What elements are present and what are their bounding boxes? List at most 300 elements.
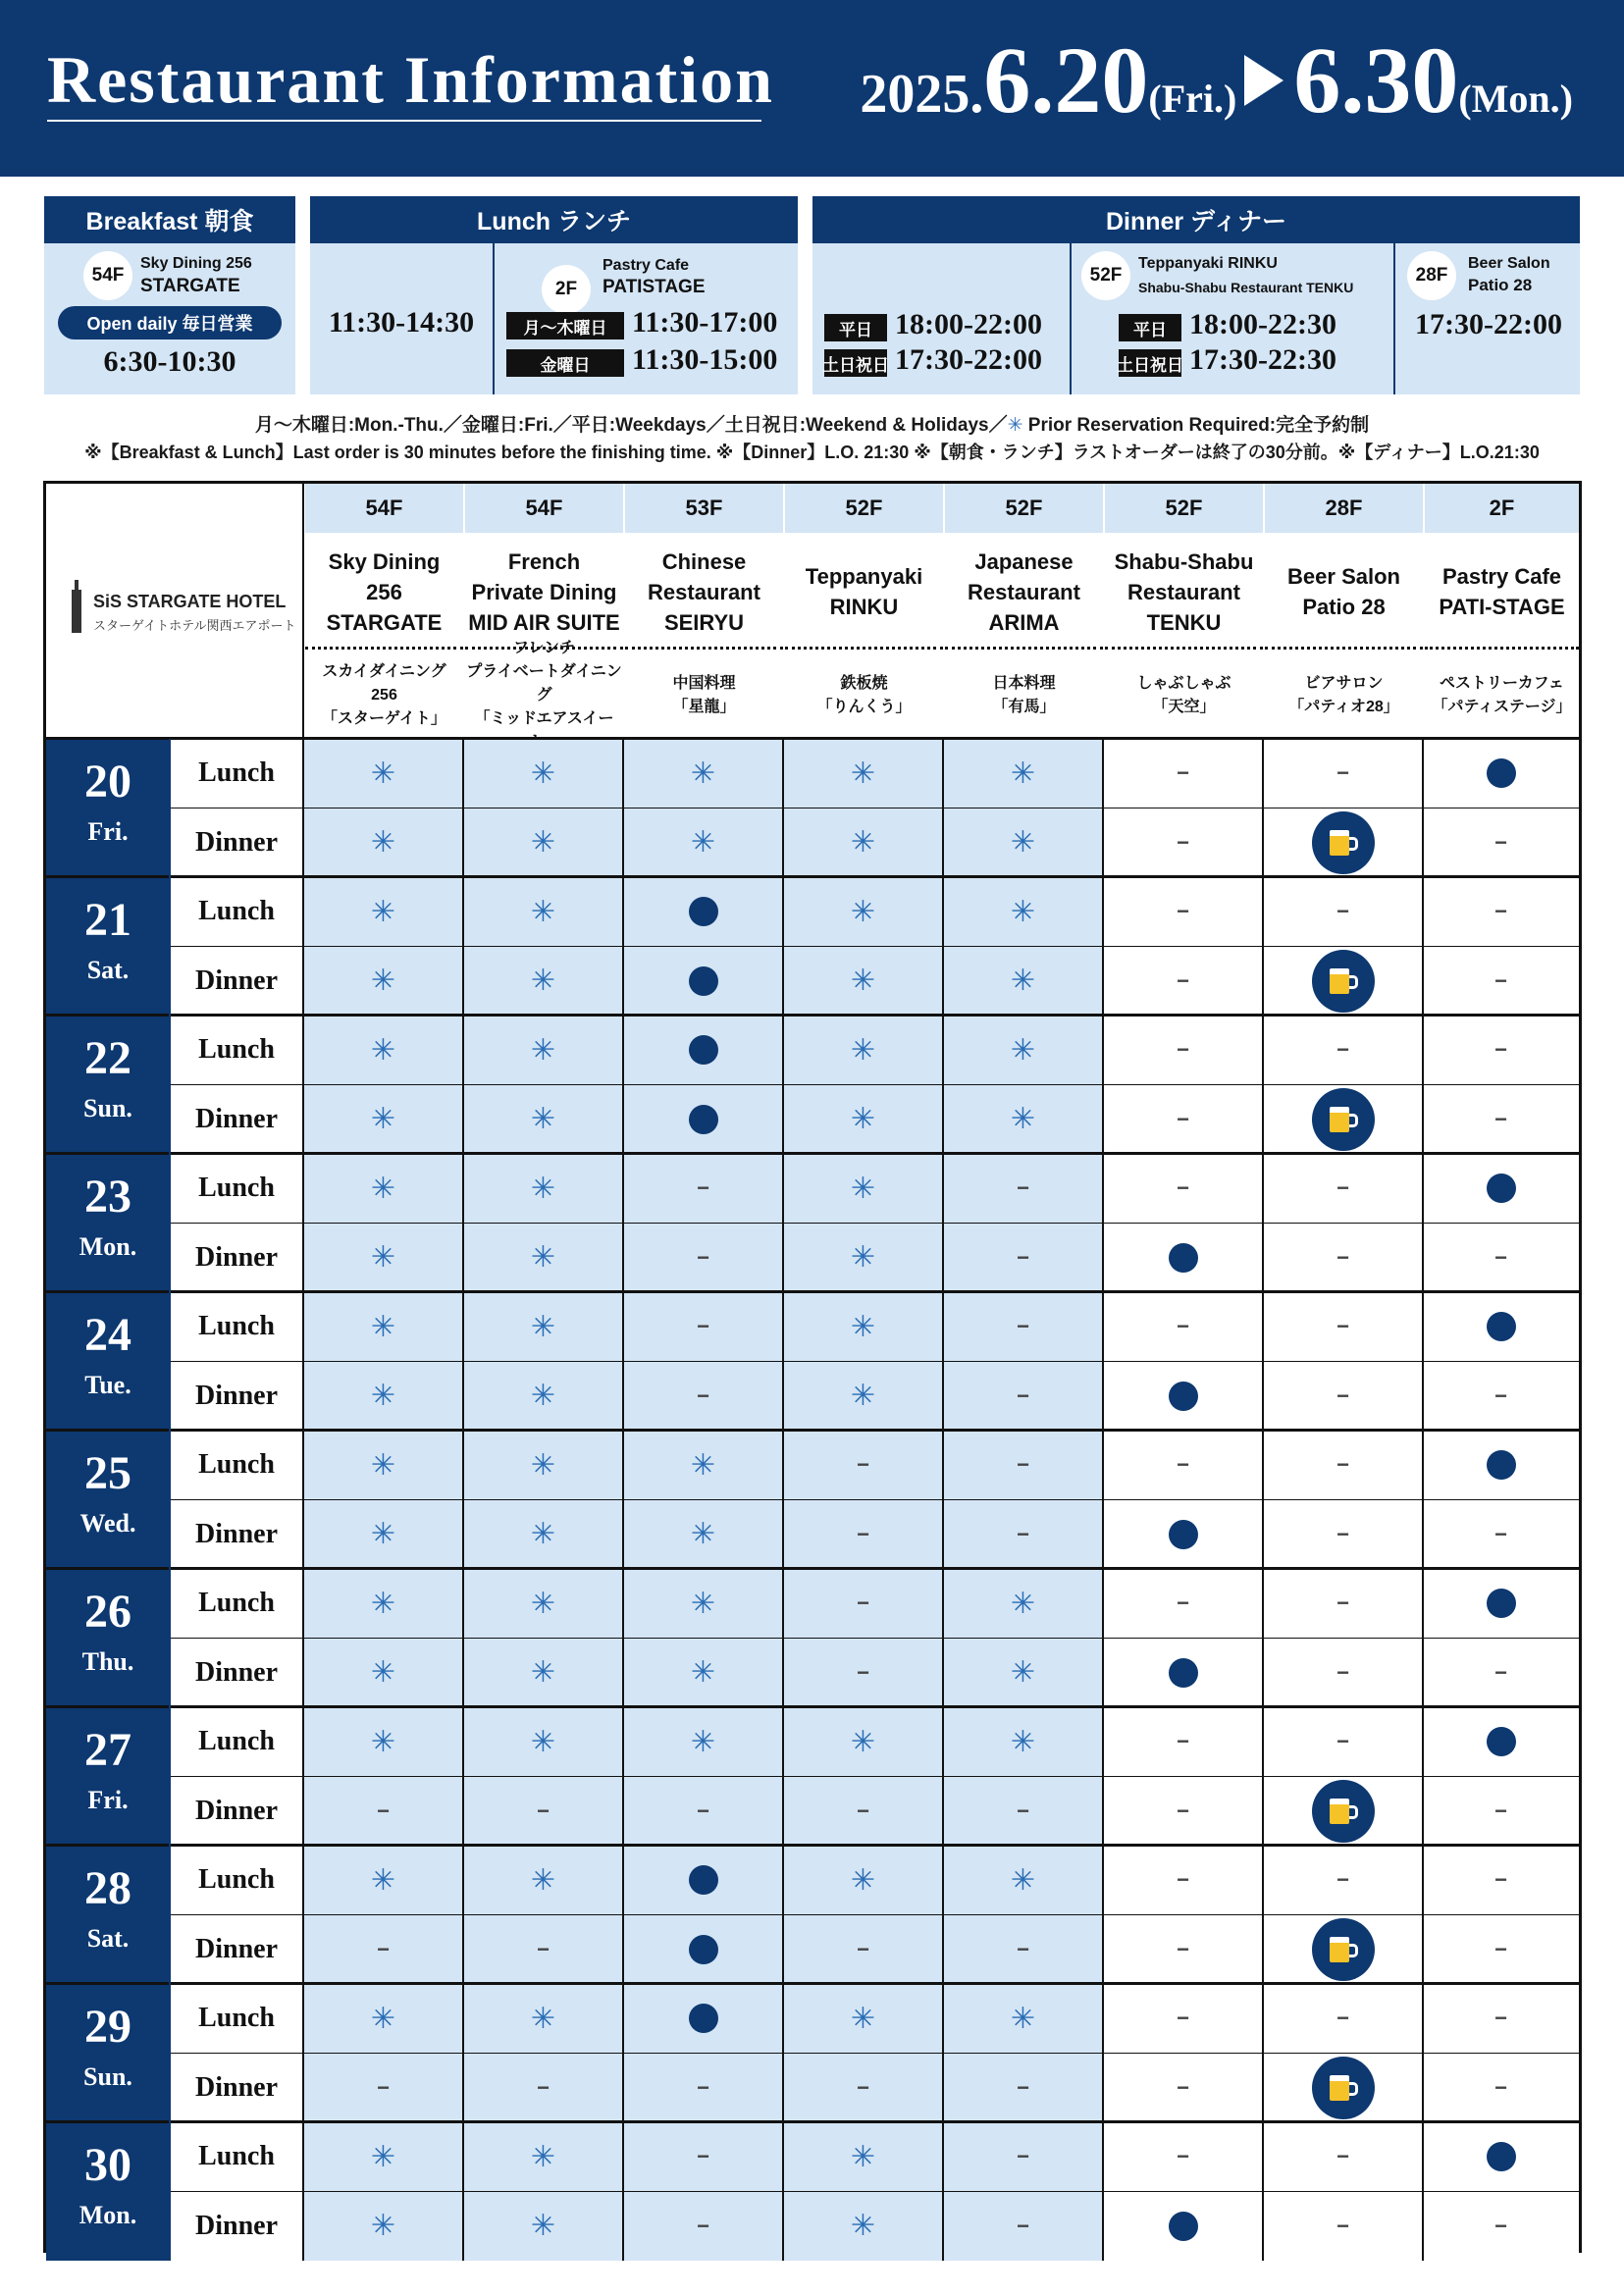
reservation-star-icon: ✳ bbox=[530, 1310, 556, 1343]
reservation-star-icon: ✳ bbox=[370, 2210, 396, 2243]
closed-dash: − bbox=[1336, 760, 1349, 786]
closed-dash: − bbox=[1177, 1591, 1189, 1616]
arrow-right-icon bbox=[1244, 55, 1283, 106]
hotel-logo-name: SiS STARGATE HOTEL bbox=[93, 592, 287, 611]
restaurant-floor: 52F bbox=[1105, 484, 1263, 533]
schedule-cell bbox=[303, 1154, 463, 1224]
restaurant-name-jp-line: しゃぶしゃぶ bbox=[1136, 675, 1231, 692]
restaurant-name-jp bbox=[1265, 656, 1423, 735]
open-dot-icon bbox=[1169, 1520, 1198, 1549]
open-dot-icon bbox=[1487, 758, 1516, 788]
schedule-cell bbox=[1263, 1500, 1423, 1570]
open-dot-icon bbox=[689, 1865, 718, 1895]
hotel-logo bbox=[46, 484, 303, 739]
reservation-star-icon: ✳ bbox=[1010, 2002, 1036, 2035]
schedule-cell bbox=[463, 739, 623, 808]
schedule-cell bbox=[1263, 2054, 1423, 2123]
date-number: 30 bbox=[84, 2139, 131, 2191]
date-number: 23 bbox=[84, 1171, 131, 1223]
schedule-cell bbox=[783, 1915, 943, 1985]
day-tag-fri: 金曜日 bbox=[506, 349, 624, 377]
schedule-cell bbox=[1263, 947, 1423, 1017]
schedule-cell bbox=[1263, 1569, 1423, 1639]
reservation-star-icon: ✳ bbox=[370, 1863, 396, 1897]
date-weekday: Mon. bbox=[79, 1232, 137, 1261]
restaurant-name-line: Restaurant bbox=[1127, 579, 1240, 604]
schedule-cell bbox=[303, 808, 463, 878]
dinner-label: Dinner bbox=[170, 2054, 303, 2123]
closed-dash: − bbox=[857, 1521, 869, 1546]
floor-badge-54f: 54F bbox=[83, 251, 132, 300]
restaurant-name-jp-line: 中国料理 bbox=[672, 675, 736, 692]
reservation-star-icon: ✳ bbox=[530, 1725, 556, 1758]
schedule-cell bbox=[943, 2122, 1103, 2192]
reservation-star-icon: ✳ bbox=[530, 1587, 556, 1620]
date-cell bbox=[46, 1707, 170, 1846]
column-divider bbox=[302, 484, 304, 2261]
reservation-star-icon: ✳ bbox=[1007, 415, 1023, 436]
reservation-star-icon: ✳ bbox=[1010, 895, 1036, 928]
dinner-label: Dinner bbox=[170, 1777, 303, 1847]
breakfast-venue-line2: STARGATE bbox=[140, 276, 240, 296]
closed-dash: − bbox=[1494, 2006, 1507, 2031]
closed-dash: − bbox=[1017, 1382, 1029, 1408]
date-cell bbox=[46, 1292, 170, 1431]
dotted-divider bbox=[1425, 647, 1579, 650]
schedule-cell bbox=[303, 1362, 463, 1432]
schedule-cell bbox=[783, 1362, 943, 1432]
restaurant-name-jp-line: 「パティオ28」 bbox=[1288, 699, 1399, 715]
lunch-main-time: 11:30-14:30 bbox=[328, 306, 475, 339]
schedule-cell bbox=[1103, 947, 1263, 1017]
schedule-cell bbox=[943, 1846, 1103, 1915]
schedule-cell bbox=[303, 877, 463, 947]
restaurant-name-jp-line: 「ミッドエアスイー bbox=[474, 710, 614, 727]
closed-dash: − bbox=[1336, 1521, 1349, 1546]
beer-mug-icon bbox=[1312, 2057, 1375, 2119]
closed-dash: − bbox=[697, 2144, 709, 2169]
closed-dash: − bbox=[377, 2074, 390, 2100]
reservation-star-icon: ✳ bbox=[1010, 1587, 1036, 1620]
restaurant-name-jp-line: 「りんくう」 bbox=[816, 699, 912, 715]
closed-dash: − bbox=[1017, 2144, 1029, 2169]
reservation-star-icon: ✳ bbox=[690, 1448, 716, 1482]
schedule-cell bbox=[463, 1777, 623, 1847]
day-tag-weekend: 土日祝日 bbox=[824, 349, 887, 377]
end-dow: (Mon.) bbox=[1458, 77, 1573, 121]
schedule-cell bbox=[1263, 808, 1423, 878]
closed-dash: − bbox=[1494, 1382, 1507, 1408]
hotel-building-icon bbox=[72, 590, 81, 633]
schedule-cell bbox=[1423, 1224, 1579, 1293]
reservation-star-icon: ✳ bbox=[370, 2140, 396, 2173]
restaurant-name bbox=[1265, 541, 1423, 643]
schedule-cell bbox=[1263, 1362, 1423, 1432]
date-weekday: Tue. bbox=[84, 1371, 131, 1399]
schedule-cell bbox=[1263, 739, 1423, 808]
schedule-cell bbox=[1263, 1846, 1423, 1915]
dotted-divider bbox=[625, 647, 783, 650]
date-weekday: Mon. bbox=[79, 2201, 137, 2229]
start-date: 6.20 bbox=[983, 27, 1149, 132]
dotted-divider bbox=[785, 647, 943, 650]
schedule-cell bbox=[463, 2192, 623, 2262]
closed-dash: − bbox=[1177, 1452, 1189, 1478]
open-dot-icon bbox=[689, 1935, 718, 1964]
restaurant-name-jp bbox=[305, 656, 463, 735]
floor-badge-28f: 28F bbox=[1407, 251, 1456, 300]
schedule-cell bbox=[1263, 1224, 1423, 1293]
closed-dash: − bbox=[1494, 1521, 1507, 1546]
schedule-cell bbox=[623, 1984, 783, 2054]
schedule-cell bbox=[783, 1846, 943, 1915]
schedule-cell bbox=[1103, 1569, 1263, 1639]
restaurant-name-jp-line: 「天空」 bbox=[1152, 699, 1216, 715]
closed-dash: − bbox=[857, 1591, 869, 1616]
schedule-cell bbox=[1423, 1639, 1579, 1708]
schedule-cell bbox=[943, 1569, 1103, 1639]
closed-dash: − bbox=[1494, 967, 1507, 993]
day-tag-weekend: 土日祝日 bbox=[1119, 349, 1181, 377]
schedule-cell bbox=[303, 1707, 463, 1777]
restaurant-name-jp-line: プライベートダイニング bbox=[466, 663, 622, 704]
beer-mug-icon bbox=[1312, 950, 1375, 1013]
closed-dash: − bbox=[1017, 1798, 1029, 1823]
dinner-c-time: 17:30-22:00 bbox=[1415, 308, 1562, 340]
closed-dash: − bbox=[1494, 1244, 1507, 1270]
reservation-star-icon: ✳ bbox=[1010, 826, 1036, 860]
schedule-cell bbox=[1103, 1362, 1263, 1432]
schedule-cell bbox=[623, 1846, 783, 1915]
schedule-cell bbox=[303, 1639, 463, 1708]
schedule-cell bbox=[303, 1224, 463, 1293]
restaurant-name-jp-line: 「スターゲイト」 bbox=[322, 710, 446, 727]
restaurant-name-jp bbox=[785, 656, 943, 735]
restaurant-name-line: Private Dining bbox=[471, 579, 617, 604]
schedule-cell bbox=[303, 1569, 463, 1639]
restaurant-name bbox=[785, 541, 943, 643]
open-dot-icon bbox=[1169, 1658, 1198, 1688]
restaurant-name-jp-line: スカイダイニング bbox=[322, 663, 446, 680]
beer-mug-body bbox=[1330, 2075, 1349, 2101]
restaurant-floor: 54F bbox=[465, 484, 623, 533]
schedule-cell bbox=[783, 1984, 943, 2054]
restaurant-name bbox=[465, 541, 623, 643]
restaurant-header bbox=[783, 484, 943, 739]
schedule-cell bbox=[783, 1085, 943, 1155]
restaurant-name-line: Japanese bbox=[974, 548, 1074, 574]
closed-dash: − bbox=[1177, 1729, 1189, 1754]
closed-dash: − bbox=[1494, 1037, 1507, 1063]
closed-dash: − bbox=[1177, 1798, 1189, 1823]
date-cell bbox=[46, 1569, 170, 1707]
date-number: 22 bbox=[84, 1032, 131, 1084]
restaurant-name-line: SEIRYU bbox=[663, 609, 745, 635]
reservation-star-icon: ✳ bbox=[530, 1656, 556, 1690]
closed-dash: − bbox=[1177, 1037, 1189, 1063]
schedule-grid bbox=[43, 481, 1582, 2253]
dotted-divider bbox=[1265, 647, 1423, 650]
lunch-label: Lunch bbox=[170, 2122, 303, 2192]
open-dot-icon bbox=[689, 2004, 718, 2033]
schedule-cell bbox=[1103, 1639, 1263, 1708]
restaurant-name-line: French bbox=[507, 548, 581, 574]
date-cell bbox=[46, 739, 170, 877]
dinner-b-line2: Shabu-Shabu Restaurant TENKU bbox=[1138, 280, 1354, 295]
restaurant-name-jp-line: 日本料理 bbox=[992, 675, 1056, 692]
schedule-cell bbox=[623, 2122, 783, 2192]
date-cell bbox=[46, 1154, 170, 1292]
schedule-cell bbox=[1423, 2192, 1579, 2262]
schedule-cell bbox=[1103, 1292, 1263, 1362]
date-number: 25 bbox=[84, 1447, 131, 1499]
beer-mug-handle bbox=[1349, 1114, 1358, 1127]
restaurant-floor: 54F bbox=[305, 484, 463, 533]
reservation-star-icon: ✳ bbox=[690, 1587, 716, 1620]
column-divider bbox=[462, 739, 464, 2261]
last-order-note: ※【Breakfast & Lunch】Last order is 30 minutes before the finishing time. ※【Dinner】L.O. 21:30 ※【朝食・ランチ】ラストオーダーは終了の30分前。※【ディナー】L.O.21:30 bbox=[84, 443, 1540, 462]
day-divider bbox=[46, 1429, 1579, 1432]
day-tag-weekdays: 平日 bbox=[1119, 314, 1181, 341]
title-underline bbox=[47, 120, 761, 122]
reservation-star-icon: ✳ bbox=[1010, 1033, 1036, 1067]
reservation-star-icon: ✳ bbox=[850, 965, 876, 998]
restaurant-name-line: Restaurant bbox=[648, 579, 760, 604]
reservation-star-icon: ✳ bbox=[370, 756, 396, 790]
schedule-cell bbox=[1423, 1846, 1579, 1915]
schedule-cell bbox=[1423, 1016, 1579, 1085]
schedule-cell bbox=[463, 1224, 623, 1293]
closed-dash: − bbox=[1177, 1867, 1189, 1893]
reservation-star-icon: ✳ bbox=[690, 1518, 716, 1551]
open-daily-badge: Open daily 毎日営業 bbox=[58, 306, 282, 339]
reservation-star-icon: ✳ bbox=[370, 1518, 396, 1551]
schedule-cell bbox=[1423, 1292, 1579, 1362]
schedule-cell bbox=[1263, 877, 1423, 947]
schedule-cell bbox=[943, 947, 1103, 1017]
schedule-cell bbox=[303, 2054, 463, 2123]
reservation-star-icon: ✳ bbox=[850, 895, 876, 928]
reservation-star-icon: ✳ bbox=[850, 1103, 876, 1136]
reservation-star-icon: ✳ bbox=[850, 1172, 876, 1205]
restaurant-header bbox=[463, 484, 623, 739]
date-weekday: Sat. bbox=[86, 1924, 130, 1953]
schedule-cell bbox=[1263, 1016, 1423, 1085]
breakfast-venue-line1: Sky Dining 256 bbox=[140, 255, 252, 272]
schedule-cell bbox=[1263, 1984, 1423, 2054]
closed-dash: − bbox=[857, 1798, 869, 1823]
beer-mug-icon bbox=[1312, 1088, 1375, 1151]
open-dot-icon bbox=[689, 1105, 718, 1134]
schedule-cell bbox=[783, 2054, 943, 2123]
schedule-cell bbox=[303, 1085, 463, 1155]
reservation-star-icon: ✳ bbox=[530, 2002, 556, 2035]
day-divider bbox=[46, 1982, 1579, 1985]
closed-dash: − bbox=[857, 1659, 869, 1685]
reservation-star-icon: ✳ bbox=[690, 756, 716, 790]
restaurant-header bbox=[303, 484, 463, 739]
date-number: 27 bbox=[84, 1724, 131, 1776]
restaurant-name bbox=[945, 541, 1103, 643]
closed-dash: − bbox=[1494, 1867, 1507, 1893]
schedule-cell bbox=[1103, 1016, 1263, 1085]
closed-dash: − bbox=[697, 1314, 709, 1339]
header-band bbox=[0, 0, 1624, 177]
open-dot-icon bbox=[1487, 1589, 1516, 1618]
reservation-star-icon: ✳ bbox=[690, 826, 716, 860]
reservation-star-icon: ✳ bbox=[530, 1033, 556, 1067]
schedule-cell bbox=[1103, 1915, 1263, 1985]
closed-dash: − bbox=[1494, 1106, 1507, 1131]
closed-dash: − bbox=[1336, 1175, 1349, 1201]
date-number: 26 bbox=[84, 1586, 131, 1638]
beer-mug-icon bbox=[1312, 1918, 1375, 1981]
restaurant-name-line: PATI-STAGE bbox=[1439, 595, 1565, 619]
reservation-star-icon: ✳ bbox=[1010, 1725, 1036, 1758]
schedule-cell bbox=[303, 1016, 463, 1085]
closed-dash: − bbox=[1494, 1798, 1507, 1823]
open-dot-icon bbox=[1487, 1727, 1516, 1756]
schedule-cell bbox=[1423, 2122, 1579, 2192]
open-dot-icon bbox=[1487, 1174, 1516, 1203]
beer-mug-body bbox=[1330, 1937, 1349, 1962]
day-divider bbox=[46, 875, 1579, 878]
closed-dash: − bbox=[1494, 899, 1507, 924]
beer-mug-body bbox=[1330, 830, 1349, 856]
lunch-label: Lunch bbox=[170, 1292, 303, 1362]
closed-dash: − bbox=[697, 1382, 709, 1408]
open-dot-icon bbox=[1487, 1450, 1516, 1480]
restaurant-floor: 52F bbox=[785, 484, 943, 533]
schedule-cell bbox=[463, 1846, 623, 1915]
schedule-cell bbox=[463, 877, 623, 947]
closed-dash: − bbox=[1494, 2074, 1507, 2100]
date-number: 29 bbox=[84, 2001, 131, 2053]
legend-note-b: Prior Reservation Required:完全予約制 bbox=[1022, 415, 1370, 436]
reservation-star-icon: ✳ bbox=[530, 1518, 556, 1551]
schedule-cell bbox=[623, 2054, 783, 2123]
reservation-star-icon: ✳ bbox=[370, 1587, 396, 1620]
day-divider bbox=[46, 737, 1579, 740]
day-divider bbox=[46, 1844, 1579, 1847]
date-weekday: Sun. bbox=[83, 1094, 132, 1122]
schedule-cell bbox=[623, 1292, 783, 1362]
date-cell bbox=[46, 1984, 170, 2122]
reservation-star-icon: ✳ bbox=[850, 1725, 876, 1758]
day-divider bbox=[46, 1152, 1579, 1155]
schedule-cell bbox=[1103, 1500, 1263, 1570]
schedule-cell bbox=[1423, 1984, 1579, 2054]
date-weekday: Fri. bbox=[87, 817, 129, 846]
reservation-star-icon: ✳ bbox=[370, 1241, 396, 1275]
closed-dash: − bbox=[857, 1936, 869, 1961]
schedule-cell bbox=[303, 1915, 463, 1985]
reservation-star-icon: ✳ bbox=[530, 895, 556, 928]
reservation-star-icon: ✳ bbox=[530, 965, 556, 998]
closed-dash: − bbox=[1336, 899, 1349, 924]
schedule-cell bbox=[463, 1569, 623, 1639]
schedule-cell bbox=[463, 947, 623, 1017]
schedule-cell bbox=[623, 1707, 783, 1777]
schedule-cell bbox=[463, 1707, 623, 1777]
closed-dash: − bbox=[1017, 1936, 1029, 1961]
lunch-label: Lunch bbox=[170, 1431, 303, 1500]
schedule-cell bbox=[303, 2192, 463, 2262]
reservation-star-icon: ✳ bbox=[850, 1863, 876, 1897]
closed-dash: − bbox=[1336, 1382, 1349, 1408]
closed-dash: − bbox=[1336, 2006, 1349, 2031]
closed-dash: − bbox=[697, 1175, 709, 1201]
schedule-cell bbox=[1263, 1431, 1423, 1500]
schedule-cell bbox=[463, 1085, 623, 1155]
beer-mug-icon bbox=[1312, 1780, 1375, 1843]
schedule-cell bbox=[303, 1431, 463, 1500]
restaurant-name-jp-line: フレンチ bbox=[513, 640, 575, 656]
lunch-heading: Lunch ランチ bbox=[310, 196, 798, 243]
schedule-cell bbox=[943, 1085, 1103, 1155]
dinner-b-time2: 17:30-22:30 bbox=[1189, 343, 1336, 376]
open-dot-icon bbox=[689, 966, 718, 996]
end-date: 6.30 bbox=[1293, 27, 1459, 132]
closed-dash: − bbox=[857, 1452, 869, 1478]
schedule-cell bbox=[1263, 1154, 1423, 1224]
lunch-body bbox=[310, 243, 798, 394]
date-number: 24 bbox=[84, 1309, 131, 1361]
reservation-star-icon: ✳ bbox=[530, 1380, 556, 1413]
schedule-cell bbox=[943, 1362, 1103, 1432]
schedule-cell bbox=[1103, 2122, 1263, 2192]
closed-dash: − bbox=[1177, 2006, 1189, 2031]
reservation-star-icon: ✳ bbox=[530, 826, 556, 860]
day-divider bbox=[46, 1705, 1579, 1708]
schedule-cell bbox=[303, 1984, 463, 2054]
open-dot-icon bbox=[1169, 1382, 1198, 1411]
closed-dash: − bbox=[1336, 1867, 1349, 1893]
dinner-b-time1: 18:00-22:30 bbox=[1189, 308, 1336, 340]
schedule-cell bbox=[623, 1016, 783, 1085]
schedule-cell bbox=[943, 1500, 1103, 1570]
schedule-cell bbox=[1103, 1984, 1263, 2054]
column-divider bbox=[782, 739, 784, 2261]
reservation-star-icon: ✳ bbox=[850, 1310, 876, 1343]
reservation-star-icon: ✳ bbox=[370, 1380, 396, 1413]
schedule-cell bbox=[1103, 877, 1263, 947]
closed-dash: − bbox=[1017, 1244, 1029, 1270]
lunch-cafe-time2: 11:30-15:00 bbox=[632, 343, 778, 376]
schedule-cell bbox=[943, 739, 1103, 808]
date-cell bbox=[46, 1431, 170, 1569]
date-cell bbox=[46, 1016, 170, 1154]
schedule-cell bbox=[1103, 1154, 1263, 1224]
schedule-cell bbox=[623, 1362, 783, 1432]
restaurant-name-jp-line: 256 bbox=[371, 687, 397, 704]
restaurant-name-jp bbox=[625, 656, 783, 735]
date-weekday: Wed. bbox=[79, 1509, 136, 1538]
closed-dash: − bbox=[1017, 2213, 1029, 2238]
closed-dash: − bbox=[1017, 1314, 1029, 1339]
dinner-b-line1: Teppanyaki RINKU bbox=[1138, 255, 1278, 272]
date-range bbox=[860, 26, 1573, 134]
schedule-cell bbox=[1423, 2054, 1579, 2123]
closed-dash: − bbox=[1017, 1175, 1029, 1201]
schedule-cell bbox=[1103, 1431, 1263, 1500]
schedule-cell bbox=[623, 1915, 783, 1985]
schedule-cell bbox=[1423, 1569, 1579, 1639]
schedule-cell bbox=[1263, 1915, 1423, 1985]
schedule-cell bbox=[623, 1569, 783, 1639]
closed-dash: − bbox=[1336, 1314, 1349, 1339]
lunch-label: Lunch bbox=[170, 1016, 303, 1085]
